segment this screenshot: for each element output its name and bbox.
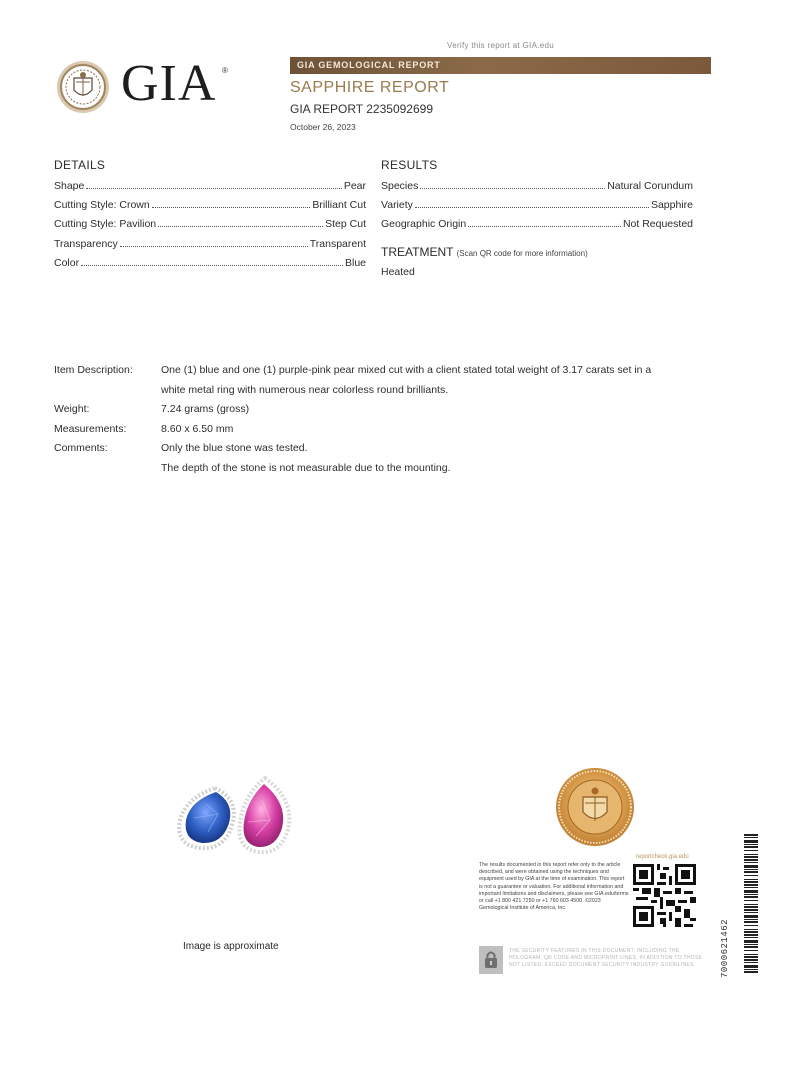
- results-value: Sapphire: [650, 199, 693, 212]
- details-row-transparency: [54, 238, 366, 257]
- comments-row: [54, 439, 694, 478]
- weight-row: [54, 400, 694, 420]
- item-description-line: One (1) blue and one (1) purple-pink pear mixed cut with a client stated total weight of 3.17 carats set in a: [161, 364, 652, 376]
- results-value: Natural Corundum: [607, 180, 693, 192]
- qr-code-icon[interactable]: [633, 864, 696, 927]
- item-description-line: white metal ring with numerous near colorless round brilliants.: [161, 383, 449, 396]
- details-value: Pear: [343, 180, 366, 192]
- details-value: Blue: [344, 256, 366, 269]
- barcode-number: 7000621462: [720, 918, 730, 978]
- fine-print: The results documented in this report refer only to the article described, and were obtained using the techniques and equipment used by GIA at the time of examination. This report is not a guarantee or valuation. For additional information and important limitations and disclaimers, please see GIA.edu/terms or call +1 800 421 7250 or +1 760 603 4500. ©2023 Gemological Institute of America, Inc.: [479, 862, 629, 912]
- item-description-label: Item Description:: [54, 364, 133, 376]
- reportcheck-link[interactable]: reportcheck.gia.edu: [636, 854, 689, 860]
- image-caption: Image is approximate: [183, 941, 279, 952]
- details-label: Transparency: [54, 237, 118, 250]
- comments-label: Comments:: [54, 442, 108, 454]
- details-list: [54, 180, 366, 276]
- details-row-color: [54, 257, 366, 276]
- report-date: October 26, 2023: [290, 122, 356, 132]
- security-features-text: THE SECURITY FEATURES IN THIS DOCUMENT, INCLUDING THE HOLOGRAM, QR CODE AND MICROPRINT LINES, IN ADDITION TO THOSE NOT LISTED, EXCEED DOCUMENT SECURITY INDUSTRY GUIDELINES.: [509, 948, 703, 968]
- results-label: Species: [381, 180, 419, 192]
- treatment-title: TREATMENT: [381, 245, 454, 259]
- weight-value: 7.24 grams (gross): [161, 403, 250, 415]
- results-row-species: [381, 180, 693, 199]
- details-value: Brilliant Cut: [312, 199, 366, 212]
- details-value: Transparent: [309, 237, 366, 250]
- comments-line: Only the blue stone was tested.: [161, 442, 308, 454]
- results-label: Geographic Origin: [381, 218, 467, 231]
- details-row-crown: [54, 199, 366, 218]
- gia-logo-text: GIA: [121, 55, 217, 112]
- verify-link-text: Verify this report at GIA.edu: [447, 41, 554, 50]
- weight-label: Weight:: [54, 403, 90, 415]
- measurements-label: Measurements:: [54, 422, 127, 435]
- details-row-shape: [54, 180, 366, 199]
- details-label: Cutting Style: Crown: [54, 199, 150, 212]
- banner-label: GIA GEMOLOGICAL REPORT: [297, 60, 441, 70]
- results-label: Variety: [381, 199, 413, 212]
- item-description-row: [54, 361, 694, 400]
- security-lock-icon: [479, 946, 503, 974]
- details-value: Step Cut: [325, 218, 366, 231]
- item-description-block: [54, 361, 694, 478]
- results-row-origin: [381, 218, 693, 237]
- report-banner: [290, 57, 711, 74]
- comments-line: The depth of the stone is not measurable due to the mounting.: [161, 461, 451, 474]
- measurements-row: [54, 420, 694, 440]
- details-label: Color: [54, 256, 80, 269]
- gold-hologram-seal-icon: [555, 767, 635, 847]
- results-list: [381, 180, 693, 238]
- results-heading: RESULTS: [381, 158, 438, 172]
- details-label: Cutting Style: Pavilion: [54, 218, 157, 231]
- results-row-variety: [381, 199, 693, 218]
- item-description-value: [161, 361, 694, 400]
- treatment-note: (Scan QR code for more information): [456, 249, 588, 258]
- details-row-pavilion: [54, 218, 366, 237]
- ring-stones-image: [170, 770, 300, 860]
- report-number: GIA REPORT 2235092699: [290, 102, 433, 116]
- treatment-heading: [381, 245, 588, 259]
- details-heading: DETAILS: [54, 158, 106, 172]
- gia-seal-icon: [56, 60, 110, 114]
- registered-mark: ®: [222, 66, 228, 75]
- barcode-icon: [744, 834, 758, 974]
- comments-value: [161, 439, 694, 478]
- treatment-value: Heated: [381, 266, 415, 278]
- results-value: Not Requested: [622, 218, 693, 231]
- report-title: SAPPHIRE REPORT: [290, 79, 450, 96]
- details-label: Shape: [54, 180, 85, 192]
- measurements-value: 8.60 x 6.50 mm: [161, 422, 234, 435]
